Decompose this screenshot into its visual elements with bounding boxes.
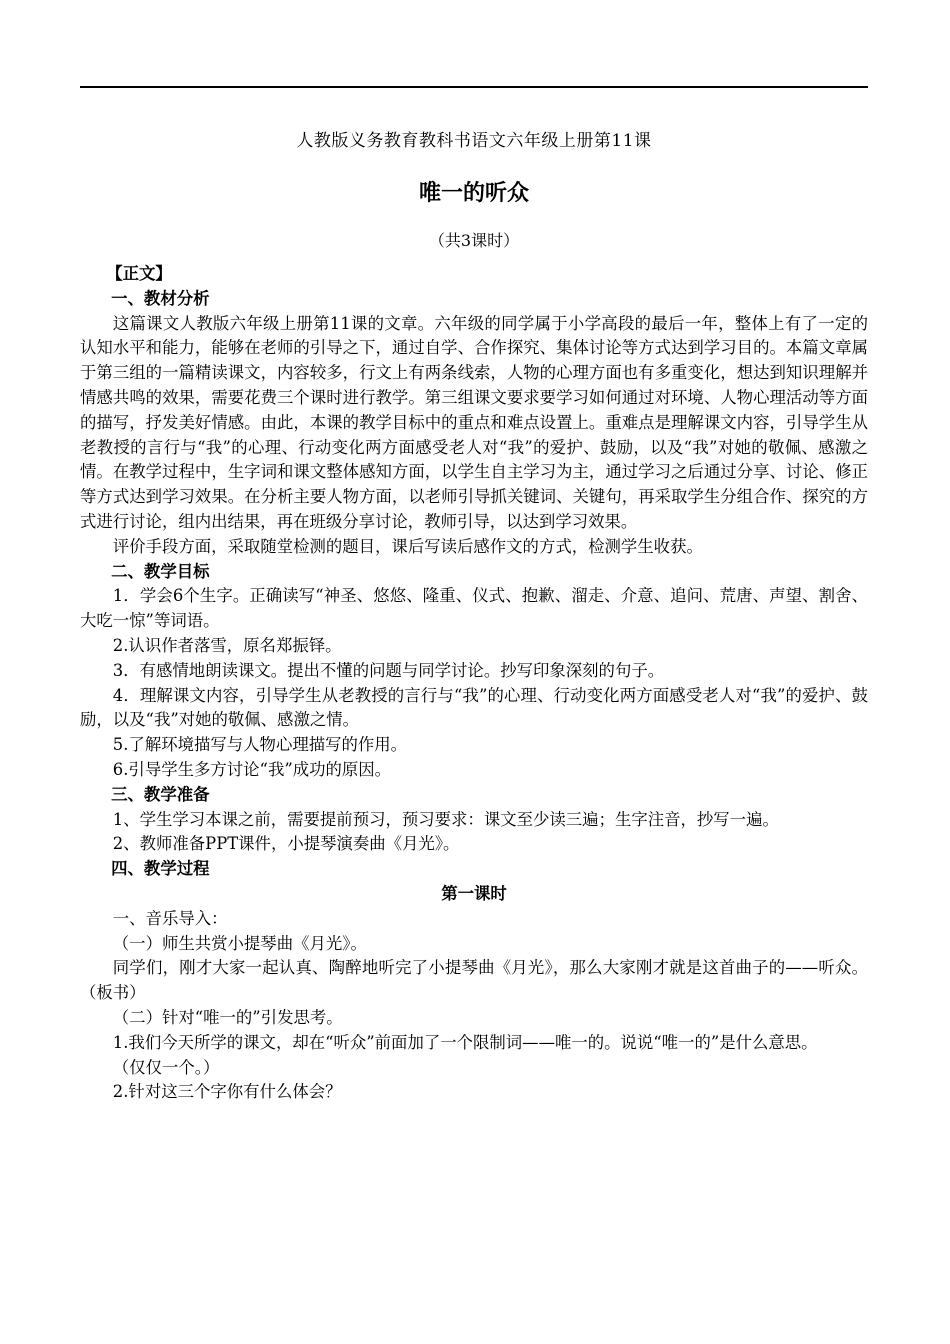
section-main-label: 【正文】 (106, 264, 172, 283)
list-item: 4．理解课文内容，引导学生从老教授的言行与“我”的心理、行动变化两方面感受老人对“我”的爱护、鼓励，以及“我”对她的敬佩、感激之情。 (80, 685, 868, 730)
header-rule (80, 86, 868, 88)
paragraph: 评价手段方面，采取随堂检测的题目，课后写读后感作文的方式，检测学生收获。 (112, 536, 703, 556)
list-item: 2.针对这三个字你有什么体会？ (112, 1082, 342, 1102)
section-heading-goals: 二、教学目标 (111, 561, 210, 581)
list-item: （仅仅一个。） (112, 1057, 220, 1077)
list-item: 5.了解环境描写与人物心理描写的作用。 (112, 735, 408, 755)
list-item: 1、学生学习本课之前，需要提前预习，预习要求：课文至少读三遍；生字注音，抄写一遍。 (112, 809, 779, 829)
list-item: 1．学会6个生字。正确读写“神圣、悠悠、隆重、仪式、抱歉、溜走、介意、追问、荒唐、声望、割舍、大吃一惊”等词语。 (80, 586, 868, 631)
list-item: 2、教师准备PPT课件，小提琴演奏曲《月光》。 (112, 834, 460, 854)
section-heading-process: 四、教学过程 (111, 859, 210, 879)
session-count: （共3课时） (428, 231, 520, 250)
list-item: 3．有感情地朗读课文。提出不懂的问题与同学讨论。抄写印象深刻的句子。 (112, 660, 665, 680)
paragraph: 这篇课文人教版六年级上册第11课的文章。六年级的同学属于小学高段的最后一年，整体上有了一定的认知水平和能力，能够在老师的引导之下，通过自学、合作探究、集体讨论等方式达到学习目的。本篇文章属于第三组的一篇精读课文，内容较多，行文上有两条线索，人物的心理方面也有多重变化，想达到知识理解并情感共鸣的效果，需要花费三个课时进行教学。第三组课文要求要学习如何通过对环境、人物心理活动等方面的描写，抒发美好情感。由此，本课的教学目标中的重点和难点设置上。重难点是理解课文内容，引导学生从老教授的言行与“我”的心理、行动变化两方面感受老人对“我”的爱护、鼓励，以及“我”对她的敬佩、感激之情。在教学过程中，生字词和课文整体感知方面，以学生自主学习为主，通过学习之后通过分享、讨论、修正等方式达到学习效果。在分析主要人物方面，以老师引导抓关键词、关键句，再采取学生分组合作、探究的方式进行讨论，组内出结果，再在班级分享讨论，教师引导，以达到学习效果。 (80, 313, 868, 531)
section-heading-analysis: 一、教材分析 (111, 288, 210, 308)
section-heading-preparation: 三、教学准备 (111, 784, 210, 804)
list-item: （一）师生共赏小提琴曲《月光》。 (112, 933, 367, 953)
document-body (80, 262, 868, 1105)
document-title: 唯一的听众 (418, 181, 529, 206)
document-header: 人教版义务教育教科书语文六年级上册第11课 (296, 131, 652, 151)
list-item: 2.认识作者落雪，原名郑振铎。 (112, 635, 342, 655)
list-item: 6.引导学生多方讨论“我”成功的原因。 (112, 759, 392, 779)
list-item: （二）针对“唯一的”引发思考。 (112, 1007, 343, 1027)
lesson-heading: 第一课时 (441, 883, 507, 903)
paragraph: 1.我们今天所学的课文，却在“听众”前面加了一个限制词——唯一的。说说“唯一的”是什么意思。 (112, 1032, 818, 1052)
paragraph: 同学们，刚才大家一起认真、陶醉地听完了小提琴曲《月光》，那么大家刚才就是这首曲子的——听众。（板书） (80, 958, 868, 1003)
list-item: 一、音乐导入： (112, 908, 228, 928)
